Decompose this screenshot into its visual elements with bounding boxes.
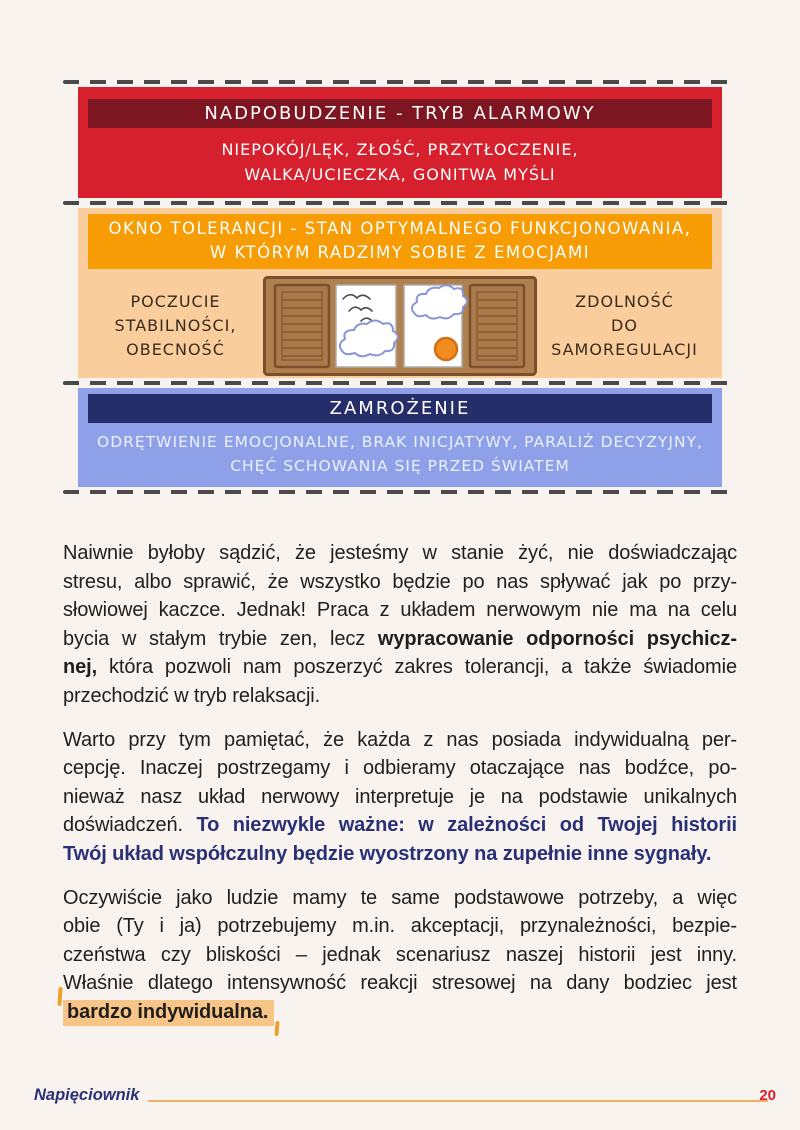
body-text [63, 539, 737, 1027]
text-line [63, 596, 737, 625]
dashed-divider-middle-1 [63, 201, 737, 205]
text-segment: wypracowanie odporności psychicz- [377, 627, 737, 650]
tolerance-left-label-line: POCZUCIE STABILNOŚCI, [114, 292, 237, 335]
text-segment: nej, [63, 656, 98, 679]
text-segment: która pozwoli nam poszerzyć zakres tolerancji, a także świadomie [97, 656, 737, 679]
right-shutter [470, 285, 524, 367]
zone-hyperarousal-line: WALKA/UCIECZKA, GONITWA MYŚLI [244, 165, 556, 184]
text-line [63, 682, 737, 711]
zone-freeze-line: CHĘĆ SCHOWANIA SIĘ PRZED ŚWIATEM [230, 457, 570, 475]
text-segment: Warto przy tym pamiętać, że każda z nas posiada indywidualną per- [63, 728, 737, 751]
text-segment: nieważ nasz układ nerwowy interpretuje je na podstawie unikalnych [63, 785, 737, 808]
text-line [63, 539, 737, 568]
zone-tolerance-title-line: OKNO TOLERANCJI - STAN OPTYMALNEGO FUNKCJONOWANIA, [108, 219, 692, 238]
text-segment: przechodzić w tryb relaksacji. [63, 684, 321, 707]
text-segment: To niezwykle ważne: w zależności od Twojej historii [196, 814, 737, 837]
text-line [63, 811, 737, 840]
window-of-tolerance-diagram [63, 80, 737, 494]
tolerance-left-label-line: OBECNOŚĆ [126, 340, 225, 359]
paragraph [63, 726, 737, 869]
text-line [63, 912, 737, 941]
text-segment: Twój układ współczulny będzie wyostrzony na zupełnie inne sygnały. [63, 842, 712, 865]
tolerance-right-label-line: ZDOLNOŚĆ [575, 292, 674, 311]
text-line [63, 783, 737, 812]
dashed-divider-top [63, 80, 737, 84]
window-illustration-svg [263, 276, 537, 376]
zone-hyperarousal-line: NIEPOKÓJ/LĘK, ZŁOŚĆ, PRZYTŁOCZENIE, [221, 140, 579, 159]
zone-freeze [78, 388, 722, 487]
text-segment: bycia w stałym trybie zen, lecz [63, 627, 378, 650]
text-line [63, 726, 737, 755]
text-line [63, 653, 737, 682]
text-segment: stresu, albo sprawić, że wszystko będzie po nas spływać jak po przy- [63, 570, 737, 593]
highlighted-text: bardzo indywidualna. [63, 1000, 274, 1026]
text-segment: słowiowej kaczce. Jednak! Praca z układem nerwowym nie ma na celu [63, 599, 737, 622]
text-segment: doświadczeń. [63, 814, 197, 837]
text-segment: cepcję. Inaczej postrzegamy i odbieramy otaczające nas bodźce, po- [63, 757, 737, 780]
text-line [63, 998, 737, 1027]
zone-freeze-title: ZAMROŻENIE [88, 394, 712, 423]
page-number: 20 [759, 1087, 776, 1104]
footer-brand: Napięciownik [34, 1086, 140, 1104]
text-line [63, 840, 737, 869]
text-line [63, 754, 737, 783]
text-segment: Oczywiście jako ludzie mamy te same podstawowe potrzeby, a więc [63, 886, 737, 909]
zone-tolerance-content [88, 274, 712, 378]
zone-freeze-line: ODRĘTWIENIE EMOCJONALNE, BRAK INICJATYWY, PARALIŻ DECYZYJNY, [97, 433, 703, 451]
tolerance-right-label-line: DO SAMOREGULACJI [551, 316, 698, 359]
zone-tolerance-title-line: W KTÓRYM RADZIMY SOBIE Z EMOCJAMI [209, 243, 591, 262]
left-shutter [275, 285, 329, 367]
paragraph [63, 539, 737, 711]
dashed-divider-middle-2 [63, 381, 737, 385]
dashed-divider-bottom [63, 490, 737, 494]
zone-tolerance-title [88, 214, 712, 269]
text-line [63, 884, 737, 913]
text-line [63, 568, 737, 597]
footer-rule [148, 1100, 768, 1102]
sun-icon [435, 338, 457, 360]
zone-window-of-tolerance [78, 208, 722, 378]
text-segment: obie (Ty i ja) potrzebujemy m.in. akceptacji, przynależności, bezpie- [63, 915, 737, 938]
tolerance-left-label [88, 290, 263, 362]
text-line [63, 625, 737, 654]
text-line [63, 969, 737, 998]
text-segment: Właśnie dlatego intensywność reakcji stresowej na dany bodziec jest [63, 972, 737, 995]
zone-hyperarousal [78, 87, 722, 198]
tolerance-right-label [537, 290, 712, 362]
text-line [63, 941, 737, 970]
paragraph [63, 884, 737, 1027]
zone-hyperarousal-title: NADPOBUDZENIE - TRYB ALARMOWY [88, 99, 712, 128]
window-illustration [263, 276, 537, 376]
text-segment: Naiwnie byłoby sądzić, że jesteśmy w stanie żyć, nie doświadczając [63, 542, 737, 564]
text-segment: czeństwa czy bliskości – jednak scenariusz naszej historii jest inny. [63, 943, 737, 966]
